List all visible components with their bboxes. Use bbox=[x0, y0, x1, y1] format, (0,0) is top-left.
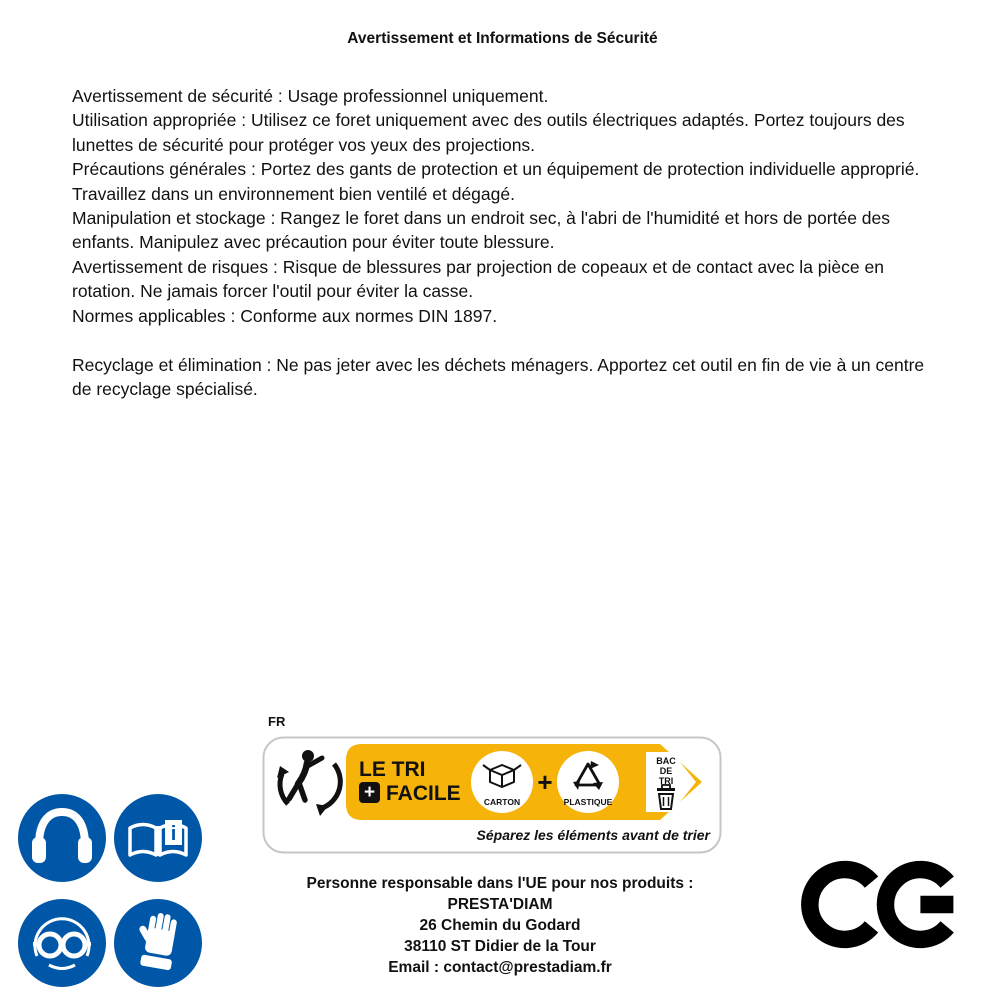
standards-paragraph: Normes applicables : Conforme aux normes DIN 1897. bbox=[72, 305, 498, 326]
responsible-person-block bbox=[255, 873, 745, 978]
plastique-label: PLASTIQUE bbox=[563, 797, 613, 807]
info-letter: i bbox=[170, 823, 177, 845]
company-name: PRESTA'DIAM bbox=[447, 896, 553, 913]
bin-label-line2: DE bbox=[659, 766, 673, 776]
carton-badge bbox=[471, 751, 533, 813]
risk-warning-paragraph: Avertissement de risques : Risque de blessures par projection de copeaux et de contact avec la pièce en rotation. Ne jamais forcer l'outil pour éviter la casse. bbox=[72, 256, 884, 302]
bin-label-line1: BAC bbox=[656, 756, 676, 766]
facile-text: FACILE bbox=[386, 782, 461, 805]
proper-use-paragraph: Utilisation appropriée : Utilisez ce foret uniquement avec des outils électriques adaptés. Portez toujours des lunettes de sécurité pour protéger vos yeux des projections. bbox=[72, 110, 905, 155]
banner-tagline: Séparez les éléments avant de trier bbox=[476, 827, 710, 843]
address-line2: 38110 ST Didier de la Tour bbox=[404, 938, 596, 955]
read-instruction-manual-icon bbox=[113, 793, 203, 883]
plus-separator: + bbox=[537, 767, 553, 797]
le-tri-text: LE TRI bbox=[359, 758, 426, 781]
page-title: Avertissement et Informations de Sécurité bbox=[347, 30, 658, 47]
responsible-heading: Personne responsable dans l'UE pour nos produits : bbox=[306, 875, 694, 892]
triman-recycling-banner bbox=[262, 736, 722, 854]
plastique-badge bbox=[557, 751, 619, 813]
handling-storage-paragraph: Manipulation et stockage : Rangez le foret dans un endroit sec, à l'abri de l'humidité et hors de portée des enfants. Manipulez avec précaution pour éviter toute blessure. bbox=[72, 208, 891, 253]
safety-text-block bbox=[72, 84, 948, 402]
safety-warning-paragraph: Avertissement de sécurité : Usage professionnel uniquement. bbox=[72, 86, 549, 106]
bin-label-line3: TRI bbox=[658, 776, 674, 786]
contact-email: Email : contact@prestadiam.fr bbox=[388, 959, 612, 976]
carton-label: CARTON bbox=[483, 797, 521, 807]
ce-mark bbox=[800, 856, 970, 953]
mandatory-safety-icons bbox=[17, 793, 203, 988]
general-precautions-paragraph: Précautions générales : Portez des gants de protection et un équipement de protection individuelle approprié. Travaillez dans un environnement bien ventilé et dégagé. bbox=[72, 159, 920, 204]
wear-eye-protection-icon bbox=[17, 898, 107, 988]
plus-badge-sign: + bbox=[363, 782, 376, 803]
wear-ear-protection-icon bbox=[17, 793, 107, 883]
recycling-paragraph: Recyclage et élimination : Ne pas jeter avec les déchets ménagers. Apportez cet outil en fin de vie à un centre de recyclage spécialisé. bbox=[72, 355, 925, 400]
address-line1: 26 Chemin du Godard bbox=[419, 917, 581, 934]
fr-country-label: FR bbox=[268, 714, 286, 729]
wear-protective-gloves-icon bbox=[113, 898, 203, 988]
